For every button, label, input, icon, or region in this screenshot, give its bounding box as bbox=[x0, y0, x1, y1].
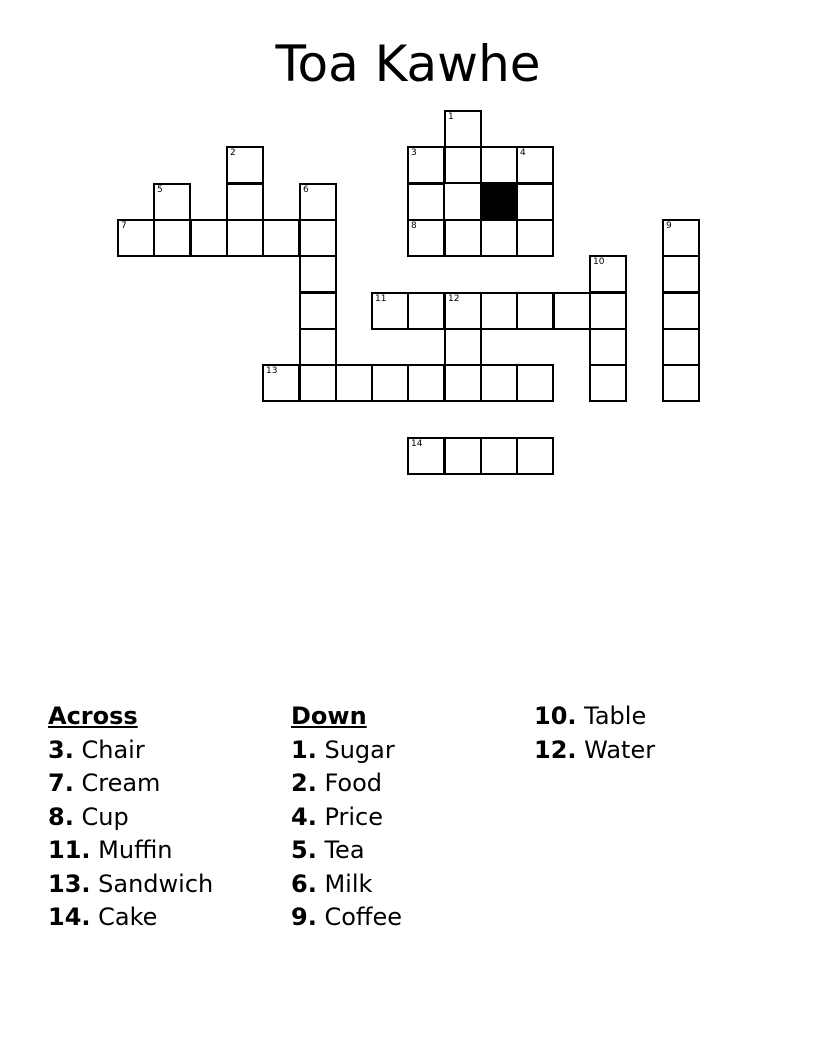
grid-cell[interactable] bbox=[589, 364, 627, 402]
grid-cell[interactable] bbox=[262, 219, 300, 257]
down-clue: 1. Sugar bbox=[291, 735, 395, 764]
grid-cell[interactable] bbox=[589, 255, 627, 293]
down-clue: 10. Table bbox=[534, 702, 647, 730]
across-clue: 11. Muffin bbox=[48, 836, 173, 864]
down-clue-list-continued bbox=[534, 700, 655, 767]
down-clue: 9. Coffee bbox=[291, 903, 402, 931]
grid-cell[interactable] bbox=[444, 146, 482, 184]
grid-cell[interactable] bbox=[662, 328, 700, 366]
grid-cell[interactable] bbox=[262, 364, 300, 402]
grid-cell[interactable] bbox=[299, 183, 337, 221]
clue-number: 10 bbox=[593, 257, 605, 267]
grid-cell[interactable] bbox=[117, 219, 155, 257]
clue-number: 3 bbox=[411, 148, 417, 158]
across-clue-list bbox=[48, 700, 213, 935]
grid-cell[interactable] bbox=[153, 219, 191, 257]
grid-cell[interactable] bbox=[407, 437, 445, 475]
grid-cell[interactable] bbox=[553, 292, 591, 330]
grid-cell[interactable] bbox=[444, 292, 482, 330]
grid-cell[interactable] bbox=[299, 219, 337, 257]
down-clue: 12. Water bbox=[534, 735, 656, 764]
down-clue: 5. Tea bbox=[291, 836, 365, 864]
grid-cell[interactable] bbox=[589, 292, 627, 330]
grid-cell[interactable] bbox=[299, 292, 337, 330]
grid-cell[interactable] bbox=[662, 255, 700, 293]
clue-number: 11 bbox=[375, 294, 387, 304]
grid-cell[interactable] bbox=[480, 146, 518, 184]
grid-cell[interactable] bbox=[662, 292, 700, 330]
grid-cell[interactable] bbox=[444, 437, 482, 475]
grid-cell[interactable] bbox=[407, 146, 445, 184]
grid-cell[interactable] bbox=[299, 328, 337, 366]
clue-number: 6 bbox=[303, 185, 309, 195]
grid-block bbox=[480, 183, 518, 221]
grid-cell[interactable] bbox=[335, 364, 373, 402]
grid-cell[interactable] bbox=[190, 219, 228, 257]
grid-cell[interactable] bbox=[299, 364, 337, 402]
across-clue: 8. Cup bbox=[48, 802, 129, 831]
page-title: Toa Kawhe bbox=[275, 35, 541, 93]
grid-cell[interactable] bbox=[516, 183, 554, 221]
grid-cell[interactable] bbox=[444, 364, 482, 402]
grid-cell[interactable] bbox=[589, 328, 627, 366]
clue-number: 2 bbox=[230, 148, 236, 158]
grid-cell[interactable] bbox=[226, 219, 264, 257]
clue-number: 4 bbox=[520, 148, 526, 158]
grid-cell[interactable] bbox=[371, 364, 409, 402]
across-clue: 3. Chair bbox=[48, 735, 145, 764]
grid-cell[interactable] bbox=[516, 219, 554, 257]
grid-cell[interactable] bbox=[516, 146, 554, 184]
across-clue: 7. Cream bbox=[48, 769, 161, 797]
grid-cell[interactable] bbox=[480, 219, 518, 257]
grid-cell[interactable] bbox=[407, 292, 445, 330]
grid-cell[interactable] bbox=[516, 364, 554, 402]
clue-number: 8 bbox=[411, 221, 417, 231]
clue-number: 5 bbox=[157, 185, 163, 195]
across-heading: Across bbox=[48, 702, 138, 730]
grid-cell[interactable] bbox=[299, 255, 337, 293]
grid-cell[interactable] bbox=[407, 364, 445, 402]
grid-cell[interactable] bbox=[662, 364, 700, 402]
grid-cell[interactable] bbox=[153, 183, 191, 221]
grid-cell[interactable] bbox=[662, 219, 700, 257]
down-heading: Down bbox=[291, 702, 367, 730]
grid-cell[interactable] bbox=[516, 292, 554, 330]
down-clue: 2. Food bbox=[291, 769, 383, 797]
grid-cell[interactable] bbox=[516, 437, 554, 475]
clue-number: 13 bbox=[266, 366, 278, 376]
clue-number: 12 bbox=[448, 294, 460, 304]
grid-cell[interactable] bbox=[226, 183, 264, 221]
grid-cell[interactable] bbox=[444, 328, 482, 366]
grid-cell[interactable] bbox=[444, 219, 482, 257]
down-clue-list bbox=[291, 700, 402, 935]
grid-cell[interactable] bbox=[371, 292, 409, 330]
grid-cell[interactable] bbox=[444, 110, 482, 148]
grid-cell[interactable] bbox=[480, 292, 518, 330]
grid-cell[interactable] bbox=[480, 364, 518, 402]
across-clue: 13. Sandwich bbox=[48, 869, 214, 898]
across-clue: 14. Cake bbox=[48, 903, 158, 931]
down-clue: 4. Price bbox=[291, 802, 384, 831]
clue-number: 14 bbox=[411, 439, 423, 449]
clue-number: 1 bbox=[448, 112, 454, 122]
clue-number: 7 bbox=[121, 221, 127, 231]
grid-cell[interactable] bbox=[480, 437, 518, 475]
down-clue: 6. Milk bbox=[291, 869, 373, 898]
clue-number: 9 bbox=[666, 221, 672, 231]
grid-cell[interactable] bbox=[407, 183, 445, 221]
crossword-grid bbox=[0, 0, 816, 500]
grid-cell[interactable] bbox=[226, 146, 264, 184]
grid-cell[interactable] bbox=[407, 219, 445, 257]
